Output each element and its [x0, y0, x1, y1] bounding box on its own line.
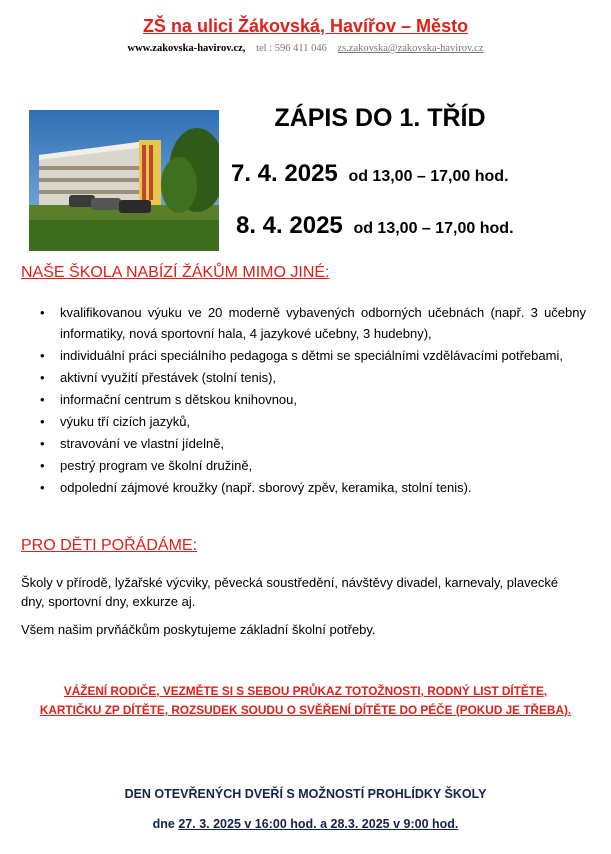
- parents-notice: [0, 682, 611, 720]
- events-text: Školy v přírodě, lyžařské výcviky, pěvecká soustředění, návštěvy divadel, karnevaly, plavecké dny, sportovní dny, exkurze aj.: [21, 575, 559, 609]
- enrollment-date-2: [236, 212, 514, 240]
- open-day-title: DEN OTEVŘENÝCH DVEŘÍ S MOŽNOSTÍ PROHLÍDKY ŠKOLY: [124, 787, 487, 801]
- list-item: • pestrý program ve školní družině,: [35, 455, 586, 476]
- list-item: • kvalifikovanou výuku ve 20 moderně vybavených odborných učebnách (např. 3 učebny informatiky, nová sportovní hala, 4 jazykové učebny, 3 hudebny),: [35, 302, 586, 344]
- website-link[interactable]: www.zakovska-havirov.cz,: [127, 43, 246, 54]
- phone-number: tel : 596 411 046: [256, 43, 327, 54]
- list-item: • výuku tří cizích jazyků,: [35, 411, 586, 432]
- notice-line: VÁŽENÍ RODIČE, VEZMĚTE SI S SEBOU PRŮKAZ TOTOŽNOSTI, RODNÝ LIST DÍTĚTE,: [63, 684, 548, 698]
- time-value: od 13,00 – 17,00 hod.: [348, 168, 509, 185]
- notice-line: KARTIČKU ZP DÍTĚTE, ROZSUDEK SOUDU O SVĚŘENÍ DÍTĚTE DO PÉČE (POKUD JE TŘEBA).: [39, 703, 572, 717]
- offers-heading: NAŠE ŠKOLA NABÍZÍ ŽÁKŮM MIMO JINÉ:: [21, 264, 330, 281]
- events-heading: PRO DĚTI POŘÁDÁME:: [21, 537, 198, 554]
- open-day-prefix: dne: [152, 817, 175, 831]
- enrollment-heading: ZÁPIS DO 1. TŘÍD: [274, 104, 486, 132]
- list-item: • stravování ve vlastní jídelně,: [35, 433, 586, 454]
- offers-list: [35, 302, 586, 499]
- list-item: • informační centrum s dětskou knihovnou,: [35, 389, 586, 410]
- school-building-photo: [29, 110, 219, 251]
- open-day-dates: [0, 817, 611, 831]
- enrollment-date-1: [231, 160, 509, 188]
- date-value: 7. 4. 2025: [231, 160, 338, 187]
- open-day-date-values: 27. 3. 2025 v 16:00 hod. a 28.3. 2025 v 9:00 hod.: [178, 817, 459, 831]
- contact-line: [0, 43, 611, 54]
- list-item: • aktivní využití přestávek (stolní tenis),: [35, 367, 586, 388]
- list-item: • individuální práci speciálního pedagoga s dětmi se speciálními vzdělávacími potřebami,: [35, 345, 586, 366]
- supplies-text: Všem našim prvňáčkům poskytujeme základní školní potřeby.: [21, 622, 376, 637]
- school-title: ZŠ na ulici Žákovská, Havířov – Město: [142, 16, 469, 36]
- time-value: od 13,00 – 17,00 hod.: [353, 220, 514, 237]
- list-item: • odpolední zájmové kroužky (např. sborový zpěv, keramika, stolní tenis).: [35, 477, 586, 498]
- email-link[interactable]: zs.zakovska@zakovska-havirov.cz: [337, 43, 484, 54]
- date-value: 8. 4. 2025: [236, 212, 343, 239]
